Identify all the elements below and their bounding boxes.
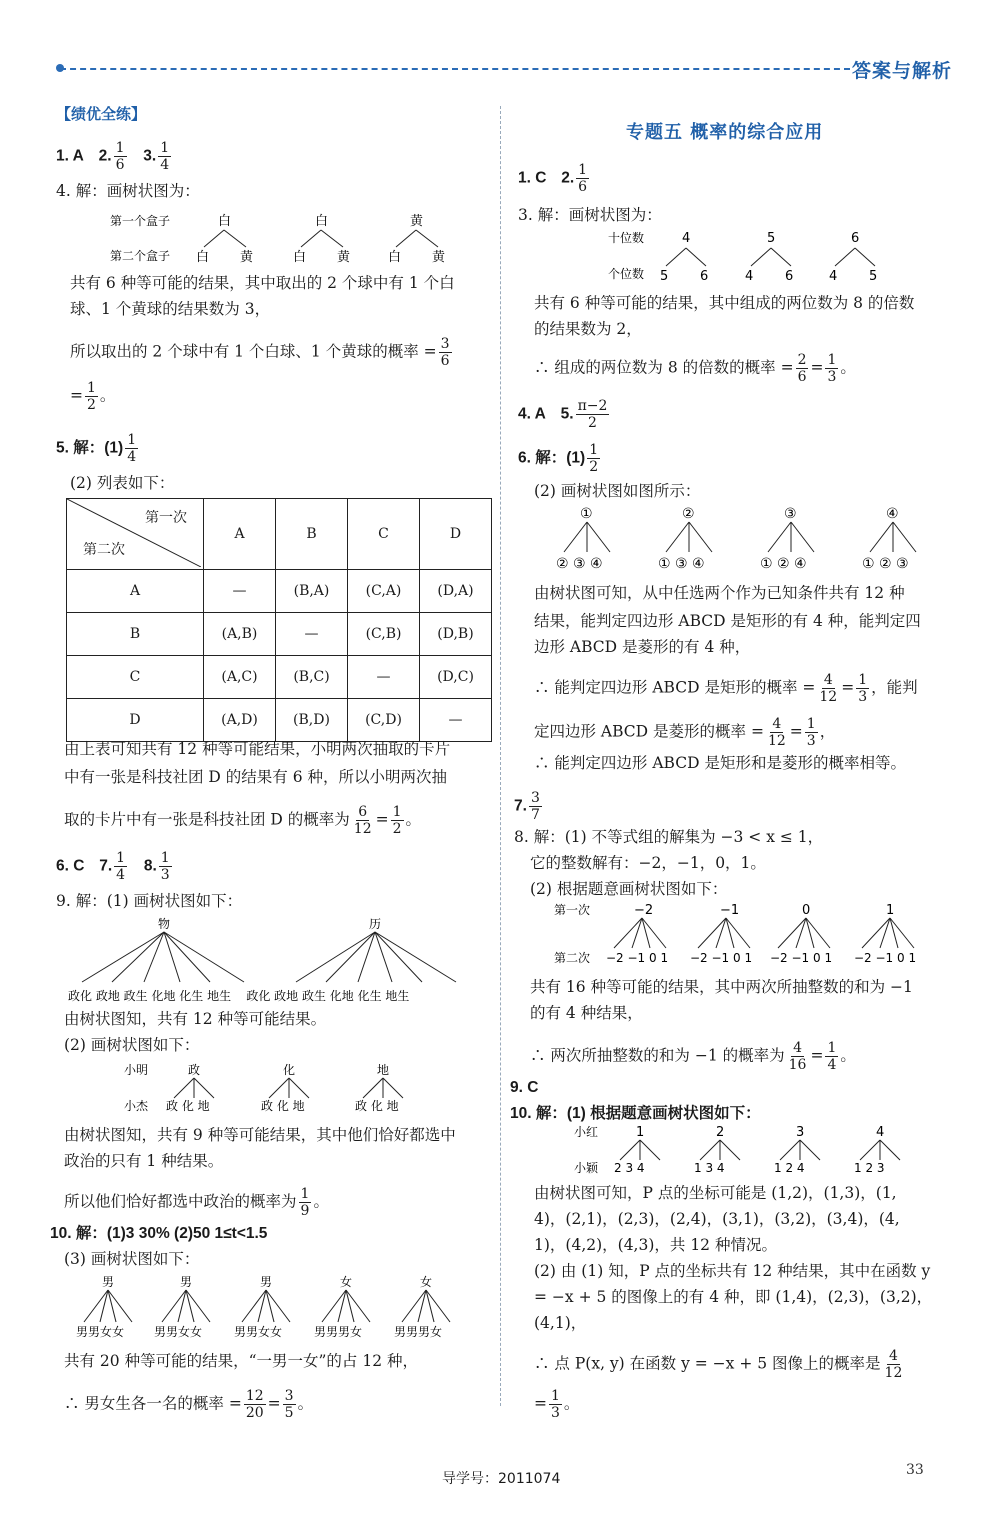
tree-node: ④ xyxy=(886,506,899,522)
text-line: 的结果数为 2， xyxy=(534,320,642,338)
tree-node: 女 xyxy=(420,1275,433,1289)
text-line: ∴ 能判定四边形 ABCD 是矩形和是菱形的概率相等。 xyxy=(534,754,906,772)
fraction: $\frac{1}{2}$ xyxy=(392,804,402,837)
fraction: $\frac{1}{4}$ xyxy=(160,140,170,173)
q9-tree-diagram-2 xyxy=(120,1058,440,1118)
tree-leaf: 6 xyxy=(785,269,794,284)
table-header: B xyxy=(276,499,348,570)
q10-tree-diagram xyxy=(70,1272,470,1342)
text-line: 4)，(2,1)，(2,3)，(2,4)，(3,1)，(3,2)，(3,4)，(4, xyxy=(534,1210,900,1228)
fraction: $\frac{1}{2}$ xyxy=(87,380,96,413)
tree-node: 白 xyxy=(315,214,329,229)
q10-right-tree-diagram xyxy=(570,1122,930,1180)
text-line: = $\frac{1}{3}$ 。 xyxy=(534,1388,580,1421)
text-line: 定四边形 ABCD 是菱形的概率 = $\frac{4}{12}$ = $\frac{1}{3}$ ， xyxy=(534,716,836,749)
text-line: ∴ 男女生各一名的概率 = $\frac{12}{20}$ = $\frac{3}{5}$ 。 xyxy=(64,1388,314,1421)
fraction: $\frac{4}{16}$ xyxy=(788,1040,807,1073)
tree-node: 女 xyxy=(340,1275,353,1289)
tree-node: −2 xyxy=(634,903,654,918)
text-line: 的有 4 种结果， xyxy=(530,1004,643,1022)
tree-node: ③ xyxy=(784,506,797,522)
tree-leaves: 男男男女 xyxy=(314,1325,363,1339)
section-tag: 【绩优全练】 xyxy=(56,105,147,123)
tree-leaf: 6 xyxy=(700,269,709,284)
tree-leaves: −2 −1 0 1 xyxy=(770,951,833,965)
fraction: $\frac{1}{4}$ xyxy=(116,850,126,883)
text-line: ∴ 组成的两位数为 8 的倍数的概率 = $\frac{2}{6}$ = $\frac{1}{3}$ 。 xyxy=(534,352,856,385)
text-line: 共有 6 种等可能的结果，其中组成的两位数为 8 的倍数 xyxy=(534,294,915,312)
answer-line-9: 9. C xyxy=(510,1079,539,1096)
text-line: 由上表可知共有 12 种等可能结果，小明两次抽取的卡片 xyxy=(64,740,451,758)
q9-tree-diagram-1 xyxy=(60,914,480,1006)
text-line: 1)，(4,2)，(4,3)，共 12 种情况。 xyxy=(534,1236,777,1254)
answer-line-7: 7. $\frac{3}{7}$ xyxy=(514,790,540,823)
table-row: C (A,C) (B,C) — (D,C) xyxy=(67,656,492,699)
tree-node: 白 xyxy=(218,214,232,229)
answer-line-1-3: 1. A 2. $\frac{1}{6}$ 3. $\frac{1}{4}$ xyxy=(56,140,170,173)
tree-row-label: 个位数 xyxy=(608,267,645,281)
tree-node: 1 xyxy=(886,903,895,918)
tree-row-label: 第一个盒子 xyxy=(110,214,171,228)
text-line: 共有 20 种等可能的结果，“一男一女”的占 12 种， xyxy=(64,1352,419,1370)
q5-intro: 5. 解：(1) $\frac{1}{4}$ xyxy=(56,432,137,465)
text-line: (2) 根据题意画树状图如下： xyxy=(530,880,728,898)
tree-leaves: −2 −1 0 1 xyxy=(854,951,917,965)
table-header: C xyxy=(348,499,420,570)
tree-node: 男 xyxy=(180,1275,193,1289)
tree-node: 黄 xyxy=(410,214,424,229)
text-line: ∴ 能判定四边形 ABCD 是矩形的概率 = $\frac{4}{12}$ = $\frac{1}{3}$ ，能判 xyxy=(534,672,918,705)
answer-line-1-2: 1. C 2. $\frac{1}{6}$ xyxy=(518,162,588,195)
text-line: 它的整数解有：−2，−1，0，1。 xyxy=(530,854,766,872)
q5-outcome-table xyxy=(66,498,492,742)
tree-leaves: 男男女女 xyxy=(234,1325,283,1339)
table-row: A — (B,A) (C,A) (D,A) xyxy=(67,570,492,613)
fraction: $\frac{1}{2}$ xyxy=(589,442,599,475)
tree-node: 3 xyxy=(796,1125,805,1140)
table-row: B (A,B) — (C,B) (D,B) xyxy=(67,613,492,656)
text-line: 共有 16 种等可能的结果，其中两次所抽整数的和为 −1 xyxy=(530,978,913,996)
tree-leaf: 黄 xyxy=(432,250,446,265)
tree-node: 6 xyxy=(851,231,860,246)
tree-leaves: −2 −1 0 1 xyxy=(690,951,753,965)
tree-leaf: 5 xyxy=(660,269,669,284)
fraction: $\frac{1}{3}$ xyxy=(827,352,837,385)
tree-row-label: 小颖 xyxy=(574,1161,599,1175)
tree-leaf: 5 xyxy=(869,269,878,284)
text-line: 结果，能判定四边形 ABCD 是矩形的有 4 种，能判定四 xyxy=(534,612,921,630)
tree-node: 2 xyxy=(716,1125,725,1140)
text-line: = −x + 5 的图像上的有 4 种，即 (1,4)，(2,3)，(3,2)， xyxy=(534,1288,933,1306)
text-line: 所以取出的 2 个球中有 1 个白球、1 个黄球的概率 = $\frac{3}{6}$ xyxy=(70,336,450,369)
tree-node: 4 xyxy=(876,1125,885,1140)
table-row: D (A,D) (B,D) (C,D) — xyxy=(67,699,492,742)
fraction: $\frac{1}{3}$ xyxy=(551,1388,560,1421)
tree-leaf: 4 xyxy=(829,269,838,284)
tree-leaves: 1 2 4 xyxy=(774,1161,805,1175)
tree-leaves: 男男女女 xyxy=(154,1325,203,1339)
text-line: 由树状图可知，P 点的坐标可能是 (1,2)，(1,3)，(1, xyxy=(534,1184,897,1202)
topic-title: 专题五 概率的综合应用 xyxy=(626,122,824,143)
q8-tree-diagram xyxy=(550,898,960,970)
text-line: (2) 画树状图如图所示： xyxy=(534,482,701,500)
tree-node: ① xyxy=(580,506,593,522)
fraction: $\frac{3}{7}$ xyxy=(530,790,540,823)
text-line: 取的卡片中有一张是科技社团 D 的概率为 $\frac{6}{12}$ = $\frac{1}{2}$ 。 xyxy=(64,804,422,837)
table-header: D xyxy=(420,499,492,570)
text-line: (2) 由 (1) 知，P 点的坐标共有 12 种结果，其中在函数 y xyxy=(534,1262,931,1280)
tree-leaves: −2 −1 0 1 xyxy=(606,951,669,965)
table-corner-cell: 第一次 第二次 xyxy=(67,499,204,570)
text-line: (2) 列表如下： xyxy=(70,474,175,492)
fraction: $\frac{4}{12}$ xyxy=(884,1348,903,1381)
tree-row-label: 十位数 xyxy=(608,231,645,245)
text-line: ∴ 两次所抽整数的和为 −1 的概率为 $\frac{4}{16}$ = $\frac{1}{4}$ 。 xyxy=(530,1040,856,1073)
q6-tree-diagram xyxy=(540,502,960,574)
guide-number: 导学号：2011074 xyxy=(442,1471,561,1487)
tree-leaf: 黄 xyxy=(337,250,351,265)
column-divider xyxy=(500,106,501,1406)
tree-leaves: 2 3 4 xyxy=(614,1161,645,1175)
fraction: $\frac{1}{4}$ xyxy=(127,432,137,465)
fraction: $\frac{12}{20}$ xyxy=(245,1388,264,1421)
page-number: 33 xyxy=(906,1462,924,1478)
tree-node: 物 xyxy=(158,917,171,931)
fraction: $\frac{1}{6}$ xyxy=(115,140,125,173)
answer-line-4-5: 4. A 5. $\frac{\pi-2}{2}$ xyxy=(518,398,608,431)
tree-row-label: 第二个盒子 xyxy=(110,249,171,263)
fraction: $\frac{6}{12}$ xyxy=(353,804,372,837)
q4-intro: 4. 解：画树状图为： xyxy=(56,182,200,200)
tree-leaves: 政 化 地 xyxy=(166,1099,210,1113)
q3-tree-diagram xyxy=(600,226,900,288)
tree-node: 化 xyxy=(283,1063,296,1077)
tree-leaves: 政化 政地 政生 化地 化生 地生 政化 政地 政生 化地 化生 地生 xyxy=(68,989,410,1003)
q6-intro: 6. 解：(1) $\frac{1}{2}$ xyxy=(518,442,599,475)
table-header: A xyxy=(204,499,276,570)
tree-node: 地 xyxy=(377,1063,390,1077)
tree-node: −1 xyxy=(720,903,740,918)
text-line: 8. 解：(1) 不等式组的解集为 −3 < x ≤ 1， xyxy=(514,828,824,846)
tree-leaves: ① ② ④ xyxy=(760,556,807,572)
fraction: $\frac{3}{6}$ xyxy=(440,336,450,369)
text-line: (3) 画树状图如下： xyxy=(64,1250,200,1268)
tree-leaves: ① ② ③ xyxy=(862,556,909,572)
fraction: $\frac{4}{12}$ xyxy=(767,716,786,749)
text-line: 共有 6 种等可能的结果，其中取出的 2 个球中有 1 个白 xyxy=(70,274,455,292)
text-line: 由树状图知，共有 9 种等可能结果，其中他们恰好都选中 xyxy=(64,1126,456,1144)
tree-node: 5 xyxy=(767,231,776,246)
text-line: (4,1)， xyxy=(534,1314,587,1332)
q10-intro: 10. 解：(1) 根据题意画树状图如下： xyxy=(510,1105,761,1122)
q10-intro: 10. 解：(1)3 30% (2)50 1≤t<1.5 xyxy=(50,1225,268,1242)
tree-leaves: 男男女女 xyxy=(76,1325,125,1339)
tree-leaf: 白 xyxy=(388,250,402,265)
text-line: 由树状图知，共有 12 种等可能结果。 xyxy=(64,1010,327,1028)
tree-node: 0 xyxy=(802,903,811,918)
text-line: (2) 画树状图如下： xyxy=(64,1036,200,1054)
tree-node: 4 xyxy=(682,231,691,246)
fraction: $\frac{1}{3}$ xyxy=(806,716,816,749)
tree-leaves: 1 2 3 xyxy=(854,1161,885,1175)
fraction: $\frac{1}{3}$ xyxy=(858,672,868,705)
tree-node: 男 xyxy=(102,1275,115,1289)
tree-leaf: 白 xyxy=(293,250,307,265)
q3-intro: 3. 解：画树状图为： xyxy=(518,206,662,224)
text-line: 边形 ABCD 是菱形的有 4 种， xyxy=(534,638,751,656)
fraction: $\frac{3}{5}$ xyxy=(284,1388,294,1421)
fraction: $\frac{1}{3}$ xyxy=(160,850,170,883)
text-line: 由树状图可知，从中任选两个作为已知条件共有 12 种 xyxy=(534,584,905,602)
tree-row-label: 小明 xyxy=(124,1063,149,1077)
text-line: 中有一张是科技社团 D 的结果有 6 种，所以小明两次抽 xyxy=(64,768,447,786)
tree-leaf: 黄 xyxy=(240,250,254,265)
tree-leaves: 男男男女 xyxy=(394,1325,443,1339)
tree-node: 政 xyxy=(188,1063,201,1077)
tree-row-label: 小红 xyxy=(574,1125,599,1139)
tree-row-label: 小杰 xyxy=(124,1099,149,1113)
text-line: 球、1 个黄球的结果数为 3， xyxy=(70,300,271,318)
tree-leaves: 政 化 地 xyxy=(261,1099,305,1113)
answer-line-6-8: 6. C 7. $\frac{1}{4}$ 8. $\frac{1}{3}$ xyxy=(56,850,170,883)
fraction: $\frac{\pi-2}{2}$ xyxy=(577,398,608,431)
tree-node: 1 xyxy=(636,1125,645,1140)
tree-leaves: ① ③ ④ xyxy=(658,556,705,572)
tree-leaves: 1 3 4 xyxy=(694,1161,725,1175)
q9-intro: 9. 解：(1) 画树状图如下： xyxy=(56,892,243,910)
q4-tree-diagram xyxy=(100,205,460,265)
fraction: $\frac{1}{9}$ xyxy=(300,1186,310,1219)
tree-node: 历 xyxy=(369,917,382,931)
tree-node: 男 xyxy=(260,1275,273,1289)
text-line: 政治的只有 1 种结果。 xyxy=(64,1152,224,1170)
fraction: $\frac{1}{6}$ xyxy=(578,162,588,195)
fraction: $\frac{4}{12}$ xyxy=(819,672,838,705)
fraction: $\frac{1}{4}$ xyxy=(827,1040,837,1073)
tree-leaf: 4 xyxy=(745,269,754,284)
header-dashed-rule xyxy=(60,68,850,70)
text-line: 所以他们恰好都选中政治的概率为 $\frac{1}{9}$ 。 xyxy=(64,1186,329,1219)
tree-leaves: 政 化 地 xyxy=(355,1099,399,1113)
header-title: 答案与解析 xyxy=(852,60,953,82)
text-line: ∴ 点 P(x, y) 在函数 y = −x + 5 图像上的概率是 $\frac{4}{12}$ xyxy=(534,1348,903,1381)
fraction: $\frac{2}{6}$ xyxy=(797,352,807,385)
tree-node: ② xyxy=(682,506,695,522)
tree-leaves: ② ③ ④ xyxy=(556,556,603,572)
tree-row-label: 第一次 xyxy=(554,903,591,917)
tree-row-label: 第二次 xyxy=(554,951,591,965)
tree-leaf: 白 xyxy=(196,250,210,265)
text-line: = $\frac{1}{2}$ 。 xyxy=(70,380,116,413)
